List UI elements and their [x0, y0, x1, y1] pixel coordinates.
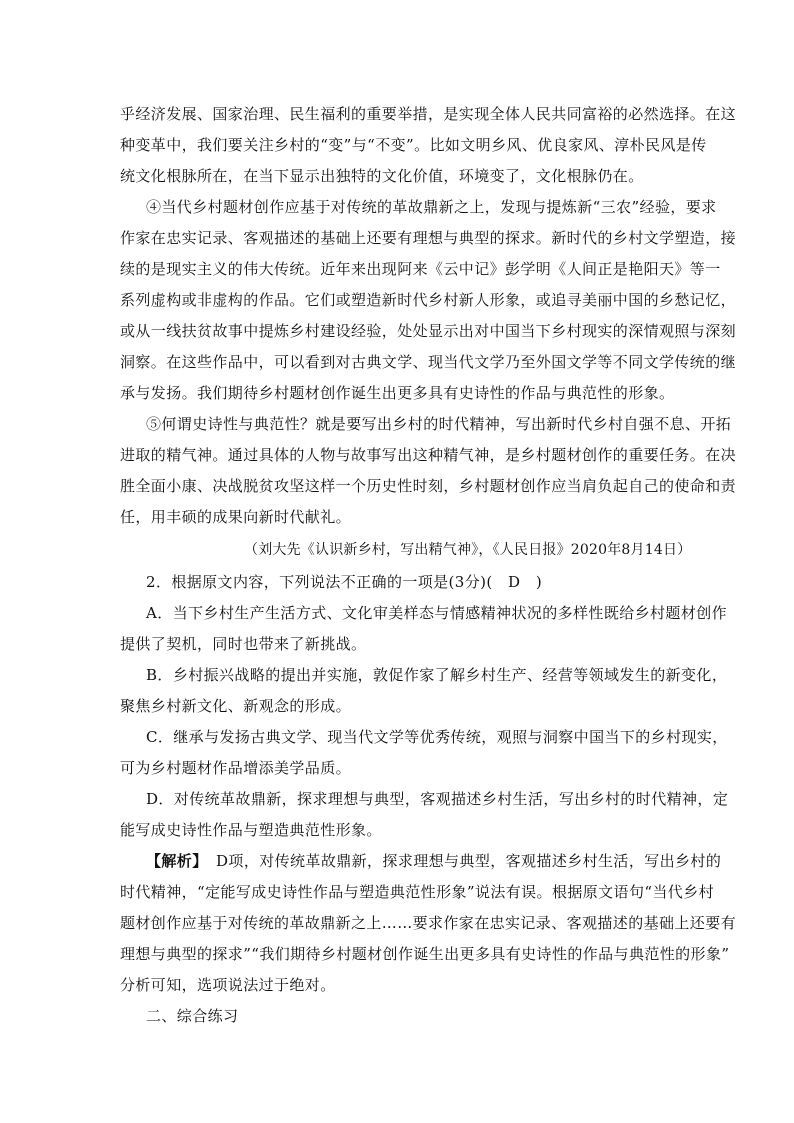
paragraph-line: 胜全面小康、决战脱贫攻坚这样一个历史性时刻，乡村题材创作应当肩负起自己的使命和责 [120, 477, 737, 495]
analysis-line: 时代精神，“定能写成史诗性作品与塑造典范性形象”说法有误。根据原文语句“当代乡村 [120, 883, 715, 901]
paragraph-line: 进取的精气神。通过具体的人物与故事写出这种精气神，是乡村题材创作的重要任务。在决 [120, 446, 737, 464]
analysis-line: 理想与典型的探求”“我们期待乡村题材创作诞生出更多具有史诗性的作品与典范性的形象” [120, 945, 730, 963]
paragraph-4-start: ④当代乡村题材创作应基于对传统的革故鼎新之上，发现与提炼新“三农”经验，要求 [146, 198, 717, 216]
paragraph-line: 乎经济发展、国家治理、民生福利的重要举措，是实现全体人民共同富裕的必然选择。在这 [120, 105, 737, 123]
analysis-text: D项，对传统革故鼎新，探求理想与典型，客观描述乡村生活，写出乡村的 [216, 852, 722, 870]
section-heading: 二、综合练习 [146, 1007, 239, 1025]
paragraph-line: 系列虚构或非虚构的作品。它们或塑造新时代乡村新人形象，或追寻美丽中国的乡愁记忆， [120, 291, 737, 309]
paragraph-line: 或从一线扶贫故事中提炼乡村建设经验，处处显示出对中国当下乡村现实的深情观照与深刻 [120, 322, 737, 340]
option-d: D．对传统革故鼎新，探求理想与典型，客观描述乡村生活，写出乡村的时代精神，定 [146, 790, 729, 808]
option-b-continued: 聚焦乡村新文化、新观念的形成。 [120, 697, 352, 715]
option-a: A．当下乡村生产生活方式、文化审美样态与情感精神状况的多样性既给乡村题材创作 [146, 604, 728, 622]
paragraph-line: 洞察。在这些作品中，可以看到对古典文学、现当代文学乃至外国文学等不同文学传统的继 [120, 353, 737, 371]
paragraph-line: 承与发扬。我们期待乡村题材创作诞生出更多具有史诗性的作品与典范性的形象。 [120, 384, 675, 402]
option-d-continued: 能写成史诗性作品与塑造典范性形象。 [120, 821, 382, 839]
paragraph-line: 续的是现实主义的伟大传统。近年来出现阿来《云中记》彭学明《人间正是艳阳天》等一 [120, 260, 721, 278]
option-c-continued: 可为乡村题材作品增添美学品质。 [120, 759, 352, 777]
option-c: C．继承与发扬古典文学、现当代文学等优秀传统，观照与洞察中国当下的乡村现实， [146, 728, 728, 746]
analysis-label: 【解析】 [146, 852, 208, 870]
paragraph-5-start: ⑤何谓史诗性与典范性？就是要写出乡村的时代精神，写出新时代乡村自强不息、开拓 [146, 415, 732, 433]
option-b: B．乡村振兴战略的提出并实施，敦促作家了解乡村生产、经营等领域发生的新变化， [146, 666, 728, 684]
source-citation: （刘大先《认识新乡村，写出精气神》，《人民日报》2020年8月14日） [244, 542, 692, 558]
analysis-line: 题材创作应基于对传统的革故鼎新之上……要求作家在忠实记录、客观描述的基础上还要有 [120, 914, 737, 932]
question-stem: 2．根据原文内容，下列说法不正确的一项是(3分)( D ) [146, 573, 543, 591]
option-a-continued: 提供了契机，同时也带来了新挑战。 [120, 635, 367, 653]
analysis-line: 分析可知，选项说法过于绝对。 [120, 976, 336, 994]
paragraph-line: 种变革中，我们要关注乡村的“变”与“不变”。比如文明乡风、优良家风、淳朴民风是传 [120, 136, 707, 154]
paragraph-line: 统文化根脉所在，在当下显示出独特的文化价值，环境变了，文化根脉仍在。 [120, 167, 644, 185]
paragraph-line: 作家在忠实记录、客观描述的基础上还要有理想与典型的探求。新时代的乡村文学塑造，接 [120, 229, 737, 247]
paragraph-line: 任，用丰硕的成果向新时代献礼。 [120, 508, 352, 526]
